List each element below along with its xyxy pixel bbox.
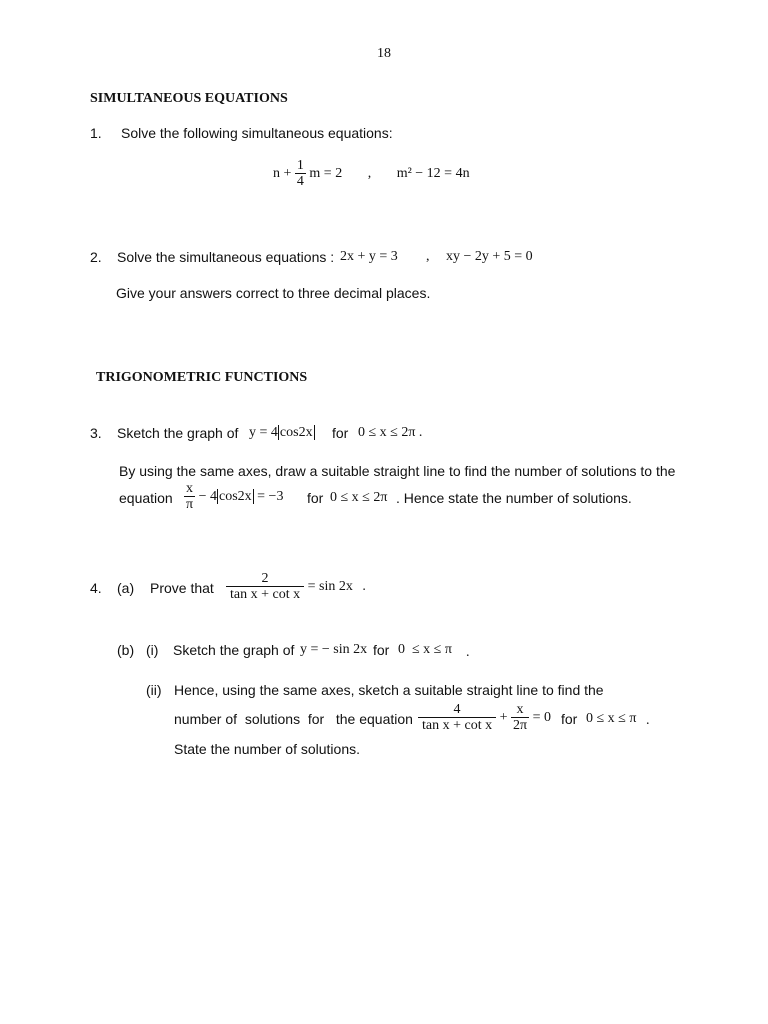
q2-eq1: 2x + y = 3 <box>340 249 398 264</box>
q3-range2: 0 ≤ x ≤ 2π <box>330 490 388 505</box>
q4-for-i: for <box>373 642 390 658</box>
q4-ii-line3: State the number of solutions. <box>174 741 360 757</box>
q3-fraction <box>184 481 195 513</box>
q4-prove-fraction <box>226 571 304 603</box>
page-number: 18 <box>377 46 391 61</box>
q3-for2: for <box>307 490 324 506</box>
q4-ii-frac2-num: x <box>516 702 524 717</box>
q4-ii-fraction-1 <box>418 702 496 734</box>
q4-sketch-i: Sketch the graph of <box>173 642 295 658</box>
q4-prove-equation <box>226 571 366 603</box>
q2-separator: , <box>426 249 430 264</box>
q3-range: 0 ≤ x ≤ 2π . <box>358 425 423 440</box>
q4-sub-ii: (ii) <box>146 682 162 698</box>
q3-number: 3. <box>90 425 102 441</box>
q4-range-i: 0 ≤ x ≤ π <box>398 642 452 657</box>
q2-eq2: xy − 2y + 5 = 0 <box>446 249 533 264</box>
q4-sub-i: (i) <box>146 642 159 658</box>
q1-eq2: m² − 12 = 4n <box>396 166 470 182</box>
q4-part-b: (b) <box>117 642 135 658</box>
q4-ii-equation <box>418 702 551 734</box>
q3-line1: By using the same axes, draw a suitable straight line to find the number of solutions to the <box>119 463 676 479</box>
q4-prove-end: . <box>362 579 366 595</box>
q4-part-a: (a) <box>117 580 135 596</box>
q2-number: 2. <box>90 249 102 265</box>
q4-ii-frac2-den: 2π <box>513 718 528 734</box>
q1-equations <box>273 158 470 190</box>
q1-separator: , <box>367 166 372 182</box>
q1-frac-num: 1 <box>296 158 304 173</box>
q1-frac-den: 4 <box>296 174 304 190</box>
q3-tail: . Hence state the number of solutions. <box>396 490 632 506</box>
q3-for: for <box>332 425 349 441</box>
q4-graph-i: y = − sin 2x <box>300 642 368 657</box>
q1-text: Solve the following simultaneous equations: <box>121 125 393 141</box>
q2-note: Give your answers correct to three decimal places. <box>116 285 431 301</box>
q3-eq-rhs: = −3 <box>257 489 284 505</box>
q4-prove-text: Prove that <box>150 580 214 596</box>
q3-equation-word: equation <box>119 490 173 506</box>
q4-number: 4. <box>90 580 102 596</box>
q4-ii-for: for <box>561 711 578 727</box>
section-heading-trig: TRIGONOMETRIC FUNCTIONS <box>96 370 308 385</box>
q4-ii-line1: Hence, using the same axes, sketch a suitable straight line to find the <box>174 682 604 698</box>
q4-ii-plus: + <box>499 710 508 726</box>
q4-ii-line2: number of solutions for the equation <box>174 711 413 727</box>
q1-eq1-prefix: n + <box>273 166 292 182</box>
q3-graph-equation <box>249 425 315 441</box>
q1-number: 1. <box>90 125 102 141</box>
q4-ii-frac1-num: 4 <box>453 702 461 717</box>
q1-fraction <box>295 158 306 190</box>
q4-ii-end: . <box>646 713 650 728</box>
q4-prove-rhs: = sin 2x <box>307 579 353 595</box>
q4-ii-fraction-2 <box>511 702 529 734</box>
q3-frac-den: π <box>186 497 194 513</box>
section-heading-simultaneous: SIMULTANEOUS EQUATIONS <box>90 91 288 106</box>
q3-equation <box>184 481 283 513</box>
q4-ii-eq: = 0 <box>532 710 551 726</box>
q3-sketch-text: Sketch the graph of <box>117 425 239 441</box>
q3-frac-num: x <box>186 481 194 496</box>
q3-eq-abs: cos2x <box>218 489 252 505</box>
q3-graph-eq-abs: cos2x <box>279 425 313 440</box>
q1-eq1-suffix: m = 2 <box>309 166 343 182</box>
q4-range-i-end: . <box>466 645 470 660</box>
q4-ii-frac1-den: tan x + cot x <box>418 717 496 733</box>
q4-prove-num: 2 <box>261 571 269 586</box>
q2-text: Solve the simultaneous equations : <box>117 249 335 265</box>
q4-prove-den: tan x + cot x <box>226 586 304 602</box>
q4-ii-range: 0 ≤ x ≤ π <box>586 711 637 726</box>
q3-graph-eq-a: y = 4 <box>249 425 278 440</box>
q3-eq-minus: − 4 <box>198 489 217 505</box>
